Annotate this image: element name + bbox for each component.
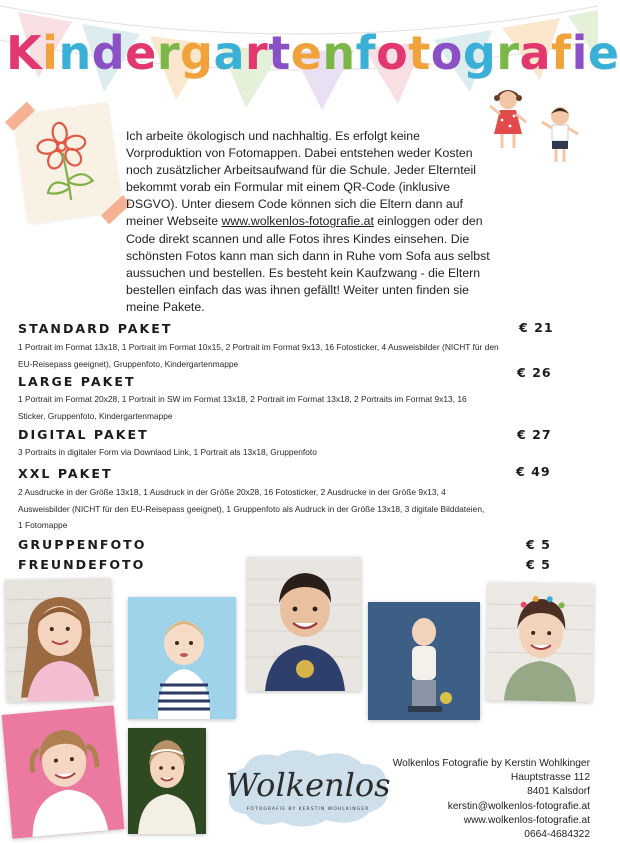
intro-line: Code direkt scannen und alle Fotos ihres Kindes einsehen. Die: [126, 231, 470, 246]
page-title: [6, 18, 620, 88]
website-link[interactable]: www.wolkenlos-fotografie.at: [221, 214, 374, 229]
intro-line: noch zusätzlicher Arbeitsaufwand für die Schule. Jeder Elternteil: [126, 163, 476, 178]
child-portrait-photo: [128, 728, 206, 834]
intro-line: meine Pakete.: [126, 299, 205, 314]
title-letter: a: [519, 26, 552, 80]
intro-line: Ich arbeite ökologisch und nachhaltig. Es erfolgt keine: [126, 129, 420, 143]
contact-phone[interactable]: 0664-4684322: [524, 829, 590, 841]
package-freundefoto-price: € 5: [526, 557, 551, 572]
description-line: 1 Fotomappe: [18, 520, 68, 530]
title-letter: r: [245, 26, 269, 80]
contact-website[interactable]: www.wolkenlos-fotografie.at: [463, 814, 590, 826]
contact-city: 8401 Kalsdorf: [527, 786, 590, 798]
flower-card-illustration: [13, 102, 123, 224]
contact-street: Hauptstrasse 112: [510, 772, 590, 784]
title-letter: t: [268, 26, 291, 80]
intro-line: schönsten Fotos kann man sich dann in Ruhe vom Sofa aus selbst: [126, 248, 490, 263]
title-letter: o: [376, 26, 409, 80]
child-portrait-photo: [247, 557, 361, 691]
title-letter: K: [6, 26, 43, 80]
title-letter: i: [42, 26, 59, 80]
contact-block: [380, 757, 590, 842]
logo-tagline: FOTOGRAFIE BY KERSTIN WOHLKINGER: [246, 807, 370, 812]
intro-line: Vorproduktion von Fotomappen. Dabei entstehen weder Kosten: [126, 146, 473, 161]
description-line: 1 Portrait im Format 20x28, 1 Portrait in SW im Format 13x18, 2 Portrait im Format 13x18, 2 Portraits im Format 9x13, 16: [18, 394, 467, 404]
package-standard-description: [18, 339, 574, 372]
description-line: 1 Portrait im Format 13x18, 1 Portrait im Format 10x15, 2 Portrait im Format 9x13, 16 Fotosticker, 4 Ausweisbilder (NICHT für den: [18, 342, 499, 352]
description-line: EU-Reisepass geeignet), Gruppenfoto, Kindergartenmappe: [18, 358, 239, 369]
intro-link-suffix: einloggen oder den: [373, 214, 483, 229]
title-letter: o: [430, 26, 463, 80]
intro-paragraph: [126, 128, 558, 316]
title-letter: n: [322, 26, 356, 80]
package-xxl-description: [18, 484, 574, 534]
child-portrait-photo: [486, 582, 594, 702]
intro-line: aussuchen und bestellen. Es besteht kein Kaufzwang - die Eltern: [126, 265, 481, 280]
package-digital-title: DIGITAL PAKET: [18, 427, 149, 442]
intro-line: DSGVO). Unter diesem Code können sich die Eltern dann auf: [126, 197, 463, 212]
contact-email[interactable]: kerstin@wolkenlos-fotografie.at: [447, 800, 590, 812]
title-letter: n: [58, 26, 92, 80]
flower-icon: [13, 102, 123, 224]
package-large-price: € 26: [517, 365, 552, 380]
package-freundefoto-title: FREUNDEFOTO: [18, 557, 146, 572]
description-line: Ausweisbilder (NICHT für den EU-Reisepass geeignet), 1 Gruppenfoto als Audruck in der Größe 13x18, 3 digitale Bilddateien,: [18, 503, 485, 514]
intro-line-with-link: [126, 213, 558, 230]
contact-company: Wolkenlos Fotografie by Kerstin Wohlkinger: [392, 758, 590, 769]
package-large-description: [18, 391, 574, 424]
intro-line: bekommt vorab ein Formular mit einem QR-Code (inklusive: [126, 180, 450, 195]
package-xxl-title: XXL PAKET: [18, 466, 113, 481]
package-standard-title: STANDARD PAKET: [18, 321, 173, 336]
description-line: 3 Portraits in digitaler Form via Downlaod Link, 1 Portrait als 13x18, Gruppenfoto: [18, 447, 317, 457]
intro-line: bestellen einfach das was ihnen gefällt! Weiter unten finden sie: [126, 282, 469, 297]
title-letter: f: [551, 26, 572, 80]
description-line: 2 Ausdrucke in der Größe 13x18, 1 Ausdruck in der Größe 20x28, 16 Fotosticker, 2 Ausdrucke in der Größe 9x13, 4: [18, 487, 446, 497]
child-portrait-photo: [368, 602, 480, 720]
child-portrait-photo: [128, 597, 236, 719]
title-letter: t: [408, 26, 431, 80]
package-gruppenfoto-title: GRUPPENFOTO: [18, 537, 147, 552]
title-letter: r: [496, 26, 520, 80]
title-letter: d: [91, 26, 126, 80]
package-gruppenfoto-price: € 5: [526, 537, 551, 552]
package-standard-price: € 21: [519, 320, 554, 335]
title-letter: e: [587, 26, 620, 80]
child-portrait-photo: [2, 705, 124, 838]
title-letter: g: [180, 26, 214, 80]
title-letter: i: [571, 26, 588, 80]
intro-link-prefix: meiner Webseite: [126, 214, 222, 229]
title-letter: f: [355, 26, 377, 80]
title-letter: e: [125, 26, 157, 80]
package-digital-description: [18, 444, 574, 461]
title-letter: a: [213, 26, 245, 80]
description-line: Sticker, Gruppenfoto, Kindergartenmappe: [18, 410, 173, 421]
title-letter: g: [462, 26, 497, 80]
title-letter: e: [290, 26, 323, 80]
package-digital-price: € 27: [517, 427, 552, 442]
wolkenlos-logo: [222, 744, 392, 830]
package-xxl-price: € 49: [516, 464, 551, 479]
logo-wordmark: Wolkenlos: [225, 766, 391, 804]
child-portrait-photo: [5, 578, 113, 702]
title-letter: r: [156, 26, 181, 80]
package-large-title: LARGE PAKET: [18, 374, 136, 389]
